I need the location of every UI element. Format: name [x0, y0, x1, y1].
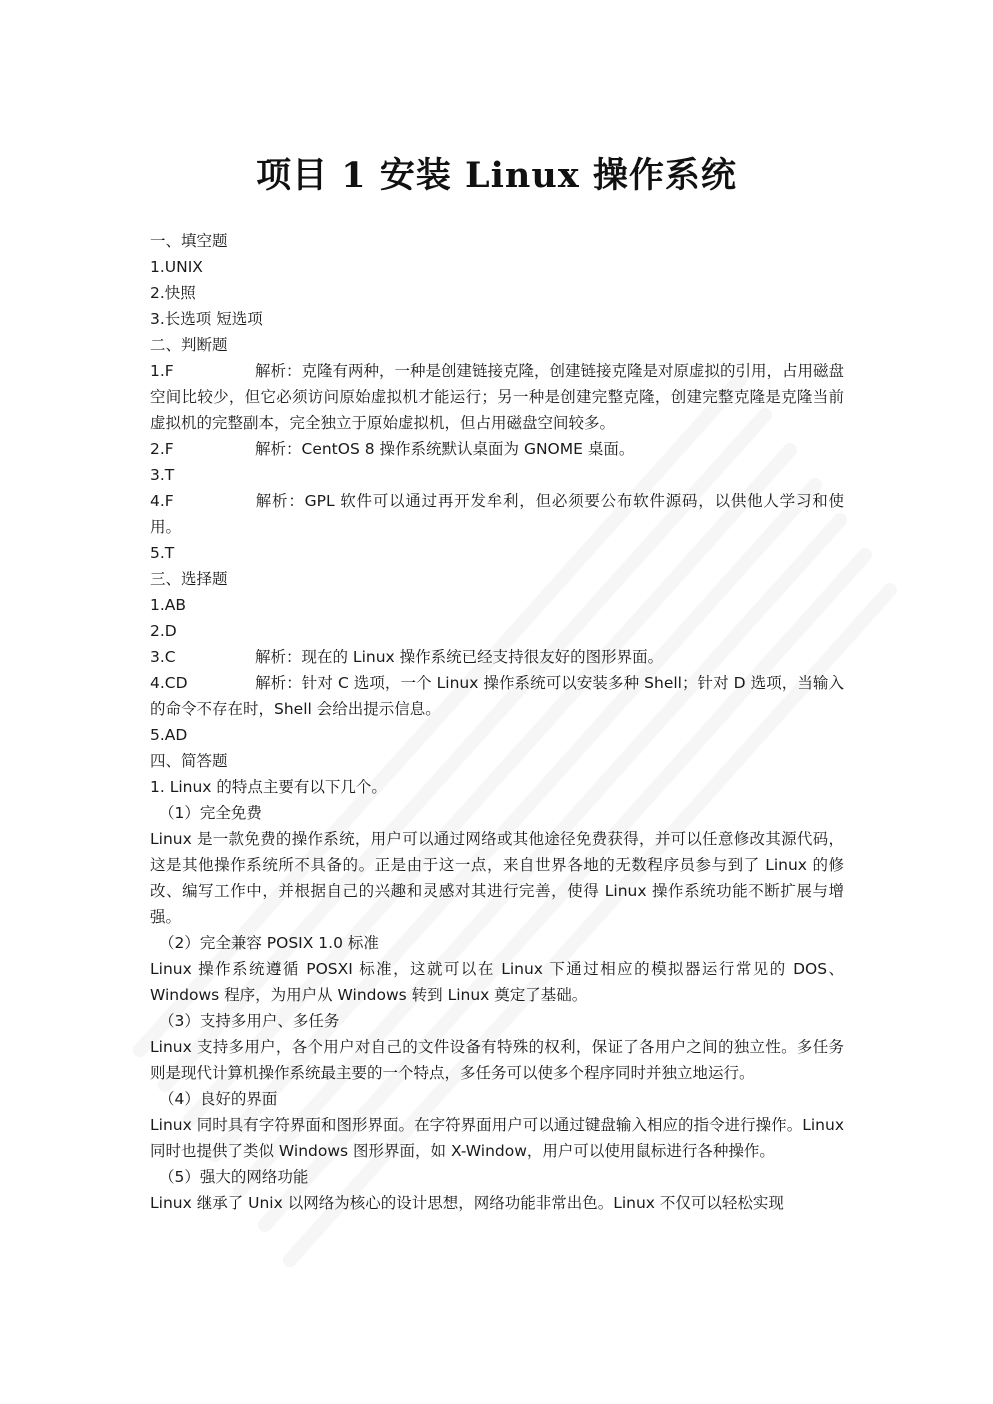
answer-key: 5.AD [150, 726, 188, 744]
judge-answer-5 [150, 540, 844, 566]
answer-explanation: 解析：CentOS 8 操作系统默认桌面为 GNOME 桌面。 [255, 440, 635, 458]
page-title: 项目 1 安装 Linux 操作系统 [256, 155, 737, 196]
answer-explanation: 解析：现在的 Linux 操作系统已经支持很友好的图形界面。 [255, 648, 664, 666]
answer-key: 4.CD [150, 674, 188, 692]
feature-body-3: Linux 支持多用户，各个用户对自己的文件设备有特殊的权利，保证了各用户之间的独立性。多任务则是现代计算机操作系统最主要的一个特点，多任务可以使多个程序同时并独立地运行。 [150, 1038, 844, 1082]
document-body [150, 228, 844, 1216]
feature-body-5: Linux 继承了 Unix 以网络为核心的设计思想，网络功能非常出色。Linux 不仅可以轻松实现 [150, 1194, 784, 1212]
fill-answer-1: 1.UNIX [150, 258, 203, 276]
feature-body-1: Linux 是一款免费的操作系统，用户可以通过网络或其他途径免费获得，并可以任意修改其源代码，这是其他操作系统所不具备的。正是由于这一点，来自世界各地的无数程序员参与到了 Linux 的修改、编写工作中，并根据自己的兴趣和灵感对其进行完善，使得 Linux 操作系统功能不断扩展与增强。 [150, 830, 844, 926]
answer-explanation: 解析：克隆有两种，一种是创建链接克隆，创建链接克隆是对原虚拟的引用，占用磁盘空间比较少，但它必须访问原始虚拟机才能运行；另一种是创建完整克隆，创建完整克隆是克隆当前虚拟机的完整副本，完全独立于原始虚拟机，但占用磁盘空间较多。 [150, 362, 845, 432]
judge-answer-2 [150, 436, 844, 462]
feature-body-2: Linux 操作系统遵循 POSXI 标准，这就可以在 Linux 下通过相应的模拟器运行常见的 DOS、Windows 程序，为用户从 Windows 转到 Linux 奠定了基础。 [150, 960, 844, 1004]
answer-key: 2.D [150, 622, 177, 640]
section-heading-judge: 二、判断题 [150, 336, 228, 354]
answer-key: 3.C [150, 648, 176, 666]
choice-answer-3 [150, 644, 844, 670]
choice-answer-4 [150, 670, 844, 722]
judge-answer-4 [150, 488, 844, 540]
fill-answer-2: 2.快照 [150, 284, 196, 302]
feature-body-4: Linux 同时具有字符界面和图形界面。在字符界面用户可以通过键盘输入相应的指令进行操作。Linux 同时也提供了类似 Windows 图形界面，如 X-Window，用户可以使用鼠标进行各种操作。 [150, 1116, 844, 1160]
fill-answer-3: 3.长选项 短选项 [150, 310, 263, 328]
answer-explanation: 解析：针对 C 选项，一个 Linux 操作系统可以安装多种 Shell；针对 D 选项，当输入的命令不存在时，Shell 会给出提示信息。 [150, 674, 844, 718]
feature-title-4: （4）良好的界面 [159, 1090, 278, 1108]
section-heading-short: 四、简答题 [150, 752, 228, 770]
judge-answer-3 [150, 462, 844, 488]
feature-title-5: （5）强大的网络功能 [159, 1168, 309, 1186]
short-question-1: 1. Linux 的特点主要有以下几个。 [150, 778, 387, 796]
section-heading-fill: 一、填空题 [150, 232, 228, 250]
feature-title-2: （2）完全兼容 POSIX 1.0 标准 [159, 934, 379, 952]
answer-explanation: 解析：GPL 软件可以通过再开发牟利，但必须要公布软件源码，以供他人学习和使用。 [150, 492, 844, 536]
answer-key: 2.F [150, 440, 174, 458]
judge-answer-1 [150, 358, 844, 436]
answer-key: 1.F [150, 362, 174, 380]
section-heading-choice: 三、选择题 [150, 570, 228, 588]
feature-title-3: （3）支持多用户、多任务 [159, 1012, 340, 1030]
answer-key: 1.AB [150, 596, 187, 614]
choice-answer-2 [150, 618, 844, 644]
answer-key: 3.T [150, 466, 175, 484]
answer-key: 5.T [150, 544, 175, 562]
answer-key: 4.F [150, 492, 174, 510]
choice-answer-1 [150, 592, 844, 618]
feature-title-1: （1）完全免费 [159, 804, 262, 822]
choice-answer-5 [150, 722, 844, 748]
